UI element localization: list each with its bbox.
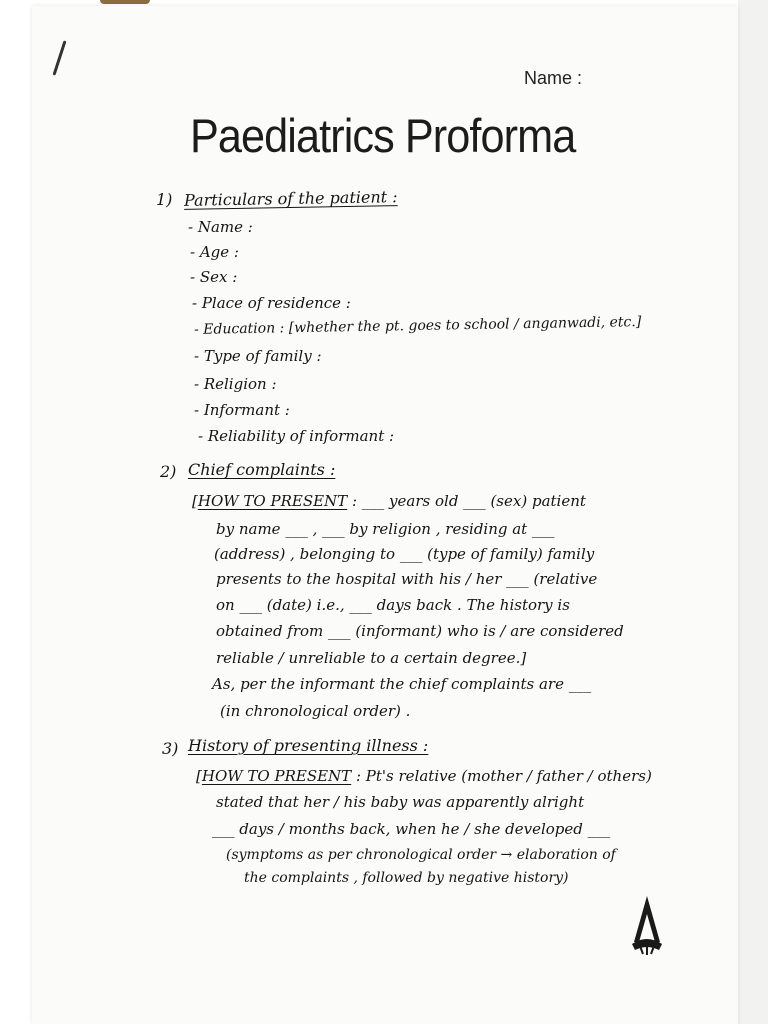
- section3-line-2: stated that her / his baby was apparently alright: [216, 793, 585, 811]
- field-age: - Age :: [190, 243, 239, 261]
- section3-line-4: (symptoms as per chronological order → elaboration of: [226, 847, 616, 863]
- section2-line-2: by name ___ , ___ by religion , residing at ___: [216, 520, 555, 538]
- section3-bracket: [HOW TO PRESENT : Pt's relative (mother / father / others): [196, 767, 652, 785]
- assassin-emblem-icon: [626, 894, 668, 956]
- section2-line-7: reliable / unreliable to a certain degree.]: [216, 649, 527, 667]
- section3-line-1: : Pt's relative (mother / father / others): [355, 767, 652, 785]
- section2-heading: Chief complaints :: [188, 460, 336, 479]
- section1-heading: Particulars of the patient :: [183, 187, 398, 210]
- howto-label: HOW TO PRESENT: [201, 767, 352, 785]
- page-title: Paediatrics Proforma: [190, 109, 576, 162]
- section2-line-8: As, per the informant the chief complaints are ___: [212, 675, 592, 693]
- section3-number: 3): [162, 739, 179, 758]
- section2-line-9: (in chronological order) .: [220, 702, 411, 720]
- page-edge: [738, 0, 768, 1024]
- section2-line-3: (address) , belonging to ___ (type of family) family: [214, 545, 595, 563]
- section2-line-6: obtained from ___ (informant) who is / are considered: [216, 622, 624, 640]
- howto-label: HOW TO PRESENT: [197, 492, 348, 510]
- field-religion: - Religion :: [194, 375, 277, 393]
- section3-line-3: ___ days / months back, when he / she developed ___: [212, 820, 611, 838]
- field-name: - Name :: [188, 218, 253, 236]
- field-sex: - Sex :: [190, 268, 238, 286]
- field-reliability: - Reliability of informant :: [198, 427, 395, 445]
- section1-number: 1): [156, 190, 173, 209]
- section2-line-1: : ___ years old ___ (sex) patient: [351, 492, 586, 510]
- section2-line-4: presents to the hospital with his / her ___ (relative: [216, 570, 598, 588]
- field-informant: - Informant :: [194, 401, 290, 419]
- section3-line-5: the complaints , followed by negative history): [244, 870, 569, 886]
- field-residence: - Place of residence :: [192, 294, 351, 312]
- section2-number: 2): [160, 462, 177, 481]
- field-family-type: - Type of family :: [194, 347, 322, 365]
- section2-line-5: on ___ (date) i.e., ___ days back . The history is: [216, 596, 570, 614]
- section3-heading: History of presenting illness :: [188, 736, 429, 755]
- field-education: - Education : [whether the pt. goes to school / anganwadi, etc.]: [193, 314, 642, 338]
- section2-bracket: [HOW TO PRESENT : ___ years old ___ (sex) patient: [192, 492, 586, 510]
- name-label: Name :: [524, 68, 583, 88]
- top-shadow: [100, 0, 150, 4]
